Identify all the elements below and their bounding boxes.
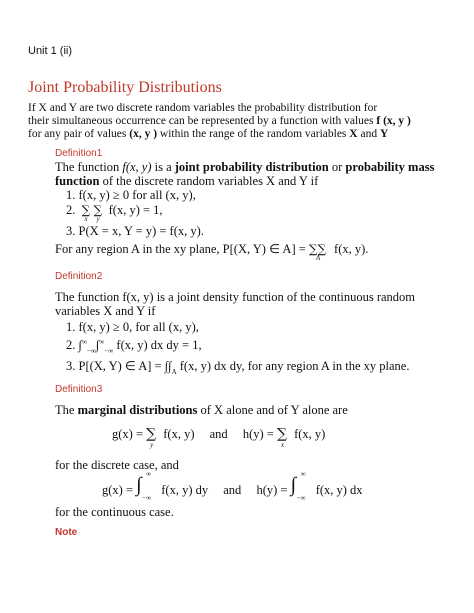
- intro-and: and: [357, 128, 380, 140]
- double-integral-symbol: $\int^\infty_{-\infty}\int^\infty_{-\infty}$: [78, 338, 114, 355]
- intro-line-1: If X and Y are two discrete random variables the probability distribution for: [28, 102, 378, 114]
- intro-line-3: [28, 128, 388, 140]
- intro-function-notation: f (x, y ): [376, 115, 411, 127]
- def1-term-1: joint probability distribution: [174, 160, 329, 174]
- def1-term-2: probability mass: [345, 160, 435, 174]
- def1-region-rest: f(x, y).: [334, 242, 369, 256]
- sum-y-symbol-eq1: ∑ y: [146, 426, 157, 449]
- definition1-item-1: 1. f(x, y) ≥ 0 for all (x, y),: [66, 188, 196, 202]
- eq2-left-upper: ∞: [146, 470, 152, 478]
- def2-item-2-rest: f(x, y) dx dy = 1,: [116, 338, 202, 352]
- eq1-and: and: [209, 427, 228, 441]
- def1-text-b: is a: [151, 160, 175, 174]
- eq1-left-sub: y: [150, 441, 154, 449]
- definition2-item-3: [66, 358, 409, 376]
- def1-item-2-rest: f(x, y) = 1,: [108, 203, 163, 217]
- def1-term-function: function: [55, 174, 100, 188]
- intro-var-x: X: [349, 128, 358, 140]
- eq2-and: and: [223, 483, 242, 497]
- def3-text-b: of X alone and of Y alone are: [197, 403, 348, 417]
- intro-pair-notation: (x, y ): [129, 128, 158, 140]
- definition2-heading: Definition2: [55, 271, 103, 282]
- definition3-heading: Definition3: [55, 384, 103, 395]
- def2-item-3-prefix: 3. P[(X, Y) ∈ A] = ∫∫: [66, 359, 172, 373]
- def2-item-3-sub: A: [171, 368, 177, 376]
- definition2-line-1: The function f(x, y) is a joint density function of the continuous random: [55, 290, 415, 304]
- def1-text-a: The function: [55, 160, 123, 174]
- page-title: Joint Probability Distributions: [28, 79, 222, 96]
- definition2-item-2: [66, 338, 202, 355]
- def2-item-2-num: 2.: [66, 338, 76, 352]
- intro-line-3-mid: within the range of the random variables: [157, 128, 350, 140]
- eq2-left-lower: −∞: [142, 494, 152, 502]
- definition2-line-2: variables X and Y if: [55, 304, 156, 318]
- definition3-line-1: [55, 403, 348, 418]
- eq2-right-lhs: h(y) =: [256, 483, 288, 497]
- intro-line-2: [28, 115, 411, 127]
- def1-region-text: For any region A in the xy plane, P[(X, Y) ∈ A] =: [55, 242, 306, 256]
- def2-item-3-rest: f(x, y) dx dy, for any region A in the xy plane.: [176, 359, 410, 373]
- def3-text-a: The: [55, 403, 78, 417]
- integral-symbol-eq2-right: ∫ ∞ −∞: [290, 470, 306, 502]
- definition2-item-1: 1. f(x, y) ≥ 0, for all (x, y),: [66, 320, 199, 334]
- integral-symbol-eq2-left: ∫ ∞ −∞: [136, 470, 152, 502]
- sum-x-symbol: ∑ x: [81, 203, 91, 223]
- eq2-left-lhs: g(x) =: [102, 483, 133, 497]
- definition1-item-3: 3. P(X = x, Y = y) = f(x, y).: [66, 224, 204, 238]
- sum-y-symbol: ∑ y: [93, 203, 103, 223]
- definition1-heading: Definition1: [55, 148, 103, 159]
- eq1-right-sub: x: [280, 441, 285, 449]
- eq2-right-rest: f(x, y) dx: [315, 483, 363, 497]
- marginal-discrete-equation: [112, 426, 326, 449]
- definition1-intro-line-2: [55, 174, 318, 189]
- eq1-left-rest: f(x, y): [163, 427, 195, 441]
- double-sum-a-symbol: ∑∑ A: [308, 242, 327, 262]
- eq2-left-rest: f(x, y) dy: [161, 483, 209, 497]
- def1-text-c: or: [328, 160, 346, 174]
- sum-x-symbol-eq1: ∑ x: [276, 426, 287, 449]
- definition1-region: [55, 241, 369, 262]
- eq1-right-lhs: h(y) =: [242, 427, 274, 441]
- def3-term: marginal distributions: [77, 403, 198, 417]
- eq1-right-rest: f(x, y): [294, 427, 326, 441]
- eq2-right-lower: −∞: [296, 494, 306, 502]
- discrete-case-text: for the discrete case, and: [55, 458, 179, 472]
- def1-item-2-num: 2.: [66, 203, 76, 217]
- intro-line-3-text: for any pair of values: [28, 128, 130, 140]
- intro-line-2-text: their simultaneous occurrence can be represented by a function with values: [28, 115, 377, 127]
- unit-label: Unit 1 (ii): [28, 45, 73, 57]
- def1-line-2-rest: of the discrete random variables X and Y if: [99, 174, 319, 188]
- intro-var-y: Y: [379, 128, 389, 140]
- definition1-item-2: [66, 203, 163, 223]
- eq1-left-lhs: g(x) =: [112, 427, 143, 441]
- continuous-case-text: for the continuous case.: [55, 505, 174, 519]
- definition1-intro-line-1: [55, 160, 434, 175]
- marginal-continuous-equation: [102, 470, 363, 502]
- eq2-right-upper: ∞: [300, 470, 306, 478]
- note-label: Note: [55, 527, 78, 538]
- def1-function: f(x, y): [122, 160, 152, 174]
